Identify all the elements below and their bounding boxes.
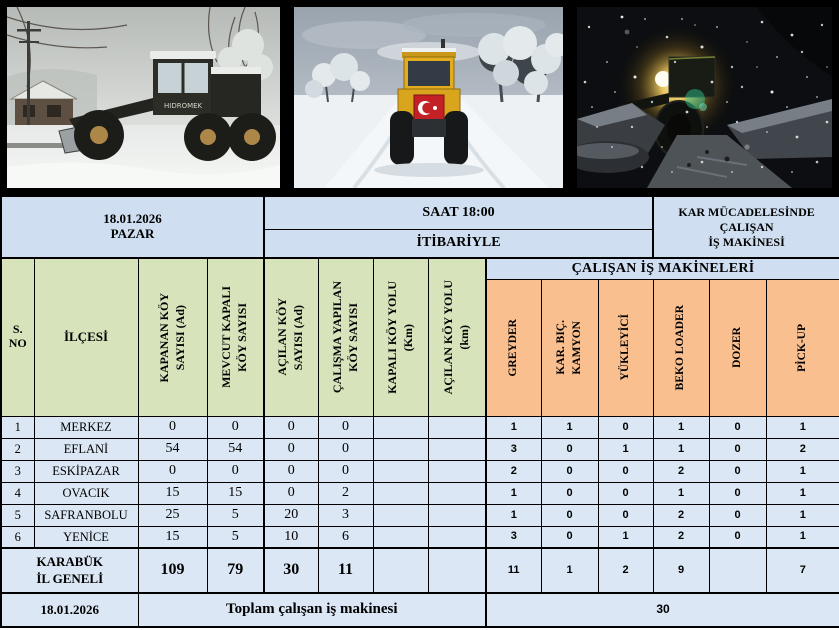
machine-cell: 0 xyxy=(541,482,598,504)
col-header-closed-roads-km: KAPALI KÖY YOLU (Km) xyxy=(373,258,428,416)
row-no: 5 xyxy=(1,504,34,526)
machine-cell: 3 xyxy=(486,438,541,460)
report-date: 18.01.2026 xyxy=(103,211,162,227)
machine-total-cell: 7 xyxy=(766,548,839,593)
col-header-pickup: PİCK-UP xyxy=(766,279,839,416)
data-cell: 10 xyxy=(264,526,318,548)
machine-cell: 0 xyxy=(598,416,653,438)
caption-line: ÇALIŞAN xyxy=(719,219,774,234)
machine-cell: 0 xyxy=(598,460,653,482)
data-cell: 15 xyxy=(138,482,207,504)
district-name: SAFRANBOLU xyxy=(34,504,138,526)
report-day: PAZAR xyxy=(110,226,155,241)
total-cell: 11 xyxy=(318,548,373,593)
row-no: 6 xyxy=(1,526,34,548)
data-cell: 20 xyxy=(264,504,318,526)
machine-cell: 0 xyxy=(541,504,598,526)
col-header-still-closed-villages: MEVCUT KAPALI KÖY SAYISI xyxy=(207,258,264,416)
col-header-opened-villages: AÇILAN KÖY SAYISI (Ad) xyxy=(264,258,318,416)
machine-cell: 0 xyxy=(709,416,766,438)
data-cell: 25 xyxy=(138,504,207,526)
data-cell: 0 xyxy=(264,482,318,504)
machine-cell: 2 xyxy=(486,460,541,482)
machine-cell: 1 xyxy=(653,438,709,460)
data-cell: 15 xyxy=(138,526,207,548)
machine-cell: 0 xyxy=(709,504,766,526)
total-label-line: KARABÜK xyxy=(36,553,103,569)
data-cell xyxy=(428,438,486,460)
machine-cell: 0 xyxy=(709,438,766,460)
row-no: 2 xyxy=(1,438,34,460)
col-header-opened-roads-km: AÇILAN KÖY YOLU (km) xyxy=(428,258,486,416)
machine-cell: 2 xyxy=(653,460,709,482)
machine-total-cell: 2 xyxy=(598,548,653,593)
machine-cell: 1 xyxy=(766,416,839,438)
col-header-greyder: GREYDER xyxy=(486,279,541,416)
photo-strip xyxy=(0,0,839,195)
machine-cell: 1 xyxy=(486,482,541,504)
machine-cell: 0 xyxy=(598,504,653,526)
machine-total-cell: 1 xyxy=(541,548,598,593)
data-cell: 0 xyxy=(207,416,264,438)
total-cell: 109 xyxy=(138,548,207,593)
data-cell xyxy=(373,526,428,548)
data-cell: 54 xyxy=(207,438,264,460)
total-cell xyxy=(428,548,486,593)
data-cell xyxy=(428,526,486,548)
total-cell: 79 xyxy=(207,548,264,593)
machine-cell: 2 xyxy=(766,438,839,460)
footer-total-label: Toplam çalışan iş makinesi xyxy=(138,593,486,627)
row-no: 4 xyxy=(1,482,34,504)
row-no: 1 xyxy=(1,416,34,438)
machine-cell: 1 xyxy=(653,416,709,438)
machine-cell: 1 xyxy=(486,504,541,526)
report-time-cell: SAAT 18:00 xyxy=(264,196,653,229)
machine-cell: 0 xyxy=(709,526,766,548)
data-cell: 6 xyxy=(318,526,373,548)
photo-grader-flag-road xyxy=(287,0,570,195)
grader-flag-illustration xyxy=(294,7,563,188)
col-header-beko-loader: BEKO LOADER xyxy=(653,279,709,416)
data-cell: 0 xyxy=(318,416,373,438)
grader-night-illustration xyxy=(577,7,832,188)
data-cell: 0 xyxy=(138,460,207,482)
data-cell: 0 xyxy=(264,416,318,438)
machine-cell: 1 xyxy=(598,438,653,460)
machine-cell: 3 xyxy=(486,526,541,548)
data-cell xyxy=(428,460,486,482)
total-label-line: İL GENELİ xyxy=(36,570,104,586)
table-row-ovacik xyxy=(1,482,839,504)
col-header-snowplow-truck: KAR. BIÇ. KAMYON xyxy=(541,279,598,416)
col-header-dozer: DOZER xyxy=(709,279,766,416)
footer-date: 18.01.2026 xyxy=(1,593,138,627)
table-row-eskipazar xyxy=(1,460,839,482)
machine-cell: 1 xyxy=(486,416,541,438)
district-name: ESKİPAZAR xyxy=(34,460,138,482)
district-name: YENİCE xyxy=(34,526,138,548)
report-asof-cell: İTİBARİYLE xyxy=(264,229,653,258)
col-header-district: İLÇESİ xyxy=(34,258,138,416)
svg-text:HIDROMEK: HIDROMEK xyxy=(164,102,203,110)
snow-report-table xyxy=(0,195,839,628)
province-total-label xyxy=(1,548,138,593)
data-cell: 0 xyxy=(138,416,207,438)
district-name: EFLANİ xyxy=(34,438,138,460)
machine-cell: 0 xyxy=(598,482,653,504)
col-header-loader: YÜKLEYİCİ xyxy=(598,279,653,416)
total-cell xyxy=(373,548,428,593)
caption-line: İŞ MAKİNESİ xyxy=(708,234,785,249)
data-cell: 5 xyxy=(207,504,264,526)
data-cell xyxy=(428,416,486,438)
machine-cell: 2 xyxy=(653,504,709,526)
machine-total-cell xyxy=(709,548,766,593)
machine-cell: 0 xyxy=(709,482,766,504)
data-cell xyxy=(373,438,428,460)
district-name: MERKEZ xyxy=(34,416,138,438)
data-cell: 2 xyxy=(318,482,373,504)
machine-cell: 1 xyxy=(766,482,839,504)
data-cell: 15 xyxy=(207,482,264,504)
footer-total-value: 30 xyxy=(486,593,839,627)
photo-grader-night xyxy=(570,0,839,195)
data-cell xyxy=(373,482,428,504)
machines-working-caption xyxy=(653,196,839,258)
table-row-footer xyxy=(1,593,839,627)
data-cell: 0 xyxy=(318,438,373,460)
table-row-merkez xyxy=(1,416,839,438)
machine-cell: 1 xyxy=(766,460,839,482)
machine-cell: 0 xyxy=(541,526,598,548)
machine-cell: 1 xyxy=(598,526,653,548)
data-cell: 0 xyxy=(264,460,318,482)
table-row-eflani xyxy=(1,438,839,460)
caption-line: KAR MÜCADELESİNDE xyxy=(678,204,815,219)
data-cell: 3 xyxy=(318,504,373,526)
machine-cell: 1 xyxy=(766,526,839,548)
table-row-yenice xyxy=(1,526,839,548)
data-cell: 0 xyxy=(264,438,318,460)
machine-cell: 2 xyxy=(653,526,709,548)
table-row-safranbolu xyxy=(1,504,839,526)
sno-line: NO xyxy=(8,336,27,351)
machine-cell: 1 xyxy=(766,504,839,526)
col-header-closed-villages: KAPANAN KÖY SAYISI (Ad) xyxy=(138,258,207,416)
machines-band-title: ÇALIŞAN İŞ MAKİNELERİ xyxy=(486,258,839,279)
machine-total-cell: 9 xyxy=(653,548,709,593)
grader-village-illustration xyxy=(7,7,280,188)
data-cell: 5 xyxy=(207,526,264,548)
machine-total-cell: 11 xyxy=(486,548,541,593)
machine-cell: 0 xyxy=(541,460,598,482)
col-header-worked-villages: ÇALIŞMA YAPILAN KÖY SAYISI xyxy=(318,258,373,416)
report-date-cell xyxy=(1,196,264,258)
photo-grader-village xyxy=(0,0,287,195)
machine-cell: 1 xyxy=(541,416,598,438)
data-cell xyxy=(373,416,428,438)
sno-line: S. xyxy=(12,322,23,337)
table-row-province-total xyxy=(1,548,839,593)
data-cell xyxy=(373,504,428,526)
data-cell xyxy=(428,504,486,526)
total-cell: 30 xyxy=(264,548,318,593)
machine-cell: 1 xyxy=(653,482,709,504)
row-no: 3 xyxy=(1,460,34,482)
col-header-sno xyxy=(1,258,34,416)
machine-cell: 0 xyxy=(709,460,766,482)
machine-cell: 0 xyxy=(541,438,598,460)
data-cell: 0 xyxy=(207,460,264,482)
data-cell: 0 xyxy=(318,460,373,482)
data-cell xyxy=(373,460,428,482)
data-cell xyxy=(428,482,486,504)
district-name: OVACIK xyxy=(34,482,138,504)
data-cell: 54 xyxy=(138,438,207,460)
